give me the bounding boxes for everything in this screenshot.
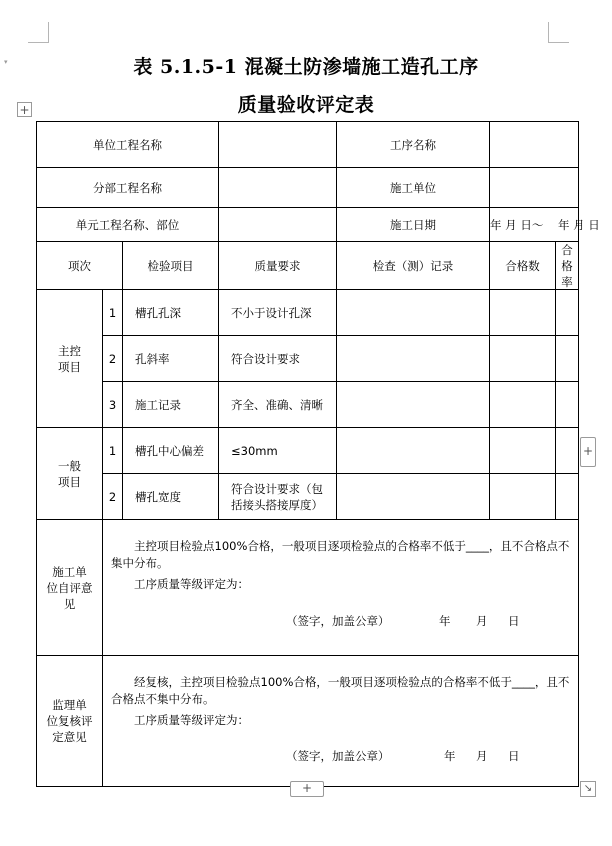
- element-project-label: 单元工程名称、部位: [37, 208, 219, 242]
- date-month: 月: [476, 749, 488, 763]
- date-day: 日: [508, 749, 520, 763]
- count-rate-cells: [490, 474, 579, 520]
- sub-project-field[interactable]: [219, 168, 337, 208]
- qualified-count-cell[interactable]: [490, 474, 556, 519]
- construction-date-field[interactable]: 年 月 日～ 年 月 日: [490, 208, 579, 242]
- procedure-name-label: 工序名称: [337, 122, 490, 168]
- count-rate-cells: [490, 336, 579, 382]
- signature-note: （签字，加盖公章）: [286, 749, 390, 763]
- quality-requirement: 符合设计要求: [219, 336, 337, 382]
- qualified-count-cell[interactable]: [490, 428, 556, 473]
- date-day: 日: [508, 614, 520, 628]
- self-evaluation-grade: 工序质量等级评定为：: [134, 577, 249, 591]
- record-cell[interactable]: [337, 428, 490, 474]
- column-header-check-item: 检验项目: [123, 242, 219, 290]
- check-item-name: 槽孔宽度: [123, 474, 219, 520]
- count-rate-cells: [490, 428, 579, 474]
- qualified-rate-cell[interactable]: [556, 382, 578, 427]
- supervisor-evaluation-grade: 工序质量等级评定为：: [134, 713, 249, 727]
- resize-icon[interactable]: ↘: [580, 781, 596, 797]
- supervisor-evaluation-field[interactable]: [103, 656, 579, 787]
- construction-date-label: 施工日期: [337, 208, 490, 242]
- quality-requirement: 符合设计要求（包括接头搭接厚度）: [219, 474, 337, 520]
- signature-note: （签字，加盖公章）: [286, 614, 390, 628]
- column-header-item-no: 项次: [37, 242, 123, 290]
- construction-unit-label: 施工单位: [337, 168, 490, 208]
- count-rate-cells: [490, 290, 579, 336]
- page-corner-top-left-mark: [28, 22, 49, 43]
- column-header-quality-requirement: 质量要求: [219, 242, 337, 290]
- count-rate-cells: [490, 382, 579, 428]
- record-cell[interactable]: [337, 336, 490, 382]
- record-cell[interactable]: [337, 474, 490, 520]
- triangle-down-icon[interactable]: ▾: [4, 58, 8, 66]
- unit-project-label: 单位工程名称: [37, 122, 219, 168]
- column-header-qualified-count: 合格数: [490, 242, 556, 289]
- date-year: 年: [444, 749, 456, 763]
- construction-unit-field[interactable]: [490, 168, 579, 208]
- self-evaluation-field[interactable]: [103, 520, 579, 656]
- add-column-plus-icon[interactable]: +: [580, 437, 596, 467]
- supervisor-evaluation-text: 经复核，主控项目检验点100%合格，一般项目逐项检验点的合格率不低于____，且不合格点不集中分布。: [111, 675, 570, 706]
- column-header-qualified-rate: 合格率: [561, 242, 573, 289]
- add-row-plus-icon[interactable]: +: [290, 781, 324, 797]
- move-icon[interactable]: +: [17, 102, 32, 117]
- sub-project-label: 分部工程名称: [37, 168, 219, 208]
- quality-requirement: 不小于设计孔深: [219, 290, 337, 336]
- group-label-main-control: 主控 项目: [37, 290, 103, 428]
- quality-requirement: ≤30mm: [219, 428, 337, 474]
- element-project-field[interactable]: [219, 208, 337, 242]
- check-item-name: 槽孔孔深: [123, 290, 219, 336]
- page-corner-top-right-mark: [548, 22, 569, 43]
- date-month: 月: [476, 614, 488, 628]
- item-number: 2: [103, 336, 123, 382]
- item-number: 1: [103, 290, 123, 336]
- inspection-form-table: [36, 121, 600, 787]
- procedure-name-field[interactable]: [490, 122, 579, 168]
- self-evaluation-label: 施工单 位自评意 见: [37, 520, 103, 656]
- check-item-name: 孔斜率: [123, 336, 219, 382]
- supervisor-evaluation-label: 监理单 位复核评 定意见: [37, 656, 103, 787]
- date-year: 年: [439, 614, 451, 628]
- page-title: 表 5.1.5-1 混凝土防渗墙施工造孔工序: [133, 56, 479, 78]
- self-evaluation-text: 主控项目检验点100%合格，一般项目逐项检验点的合格率不低于____，且不合格点不集中分布。: [111, 539, 570, 570]
- quality-requirement: 齐全、准确、清晰: [219, 382, 337, 428]
- item-number: 3: [103, 382, 123, 428]
- check-item-name: 槽孔中心偏差: [123, 428, 219, 474]
- qualified-count-cell[interactable]: [490, 290, 556, 335]
- column-header-record: 检查（测）记录: [337, 242, 490, 290]
- unit-project-field[interactable]: [219, 122, 337, 168]
- item-number: 2: [103, 474, 123, 520]
- qualified-rate-cell[interactable]: [556, 290, 578, 335]
- page-subtitle: 质量验收评定表: [237, 94, 375, 116]
- qualified-rate-cell[interactable]: [556, 428, 578, 473]
- group-label-general: 一般 项目: [37, 428, 103, 520]
- qualified-rate-cell[interactable]: [556, 474, 578, 519]
- qualified-rate-cell[interactable]: [556, 336, 578, 381]
- check-item-name: 施工记录: [123, 382, 219, 428]
- record-cell[interactable]: [337, 382, 490, 428]
- qualified-count-cell[interactable]: [490, 336, 556, 381]
- item-number: 1: [103, 428, 123, 474]
- column-header-counts: [490, 242, 579, 290]
- record-cell[interactable]: [337, 290, 490, 336]
- qualified-count-cell[interactable]: [490, 382, 556, 427]
